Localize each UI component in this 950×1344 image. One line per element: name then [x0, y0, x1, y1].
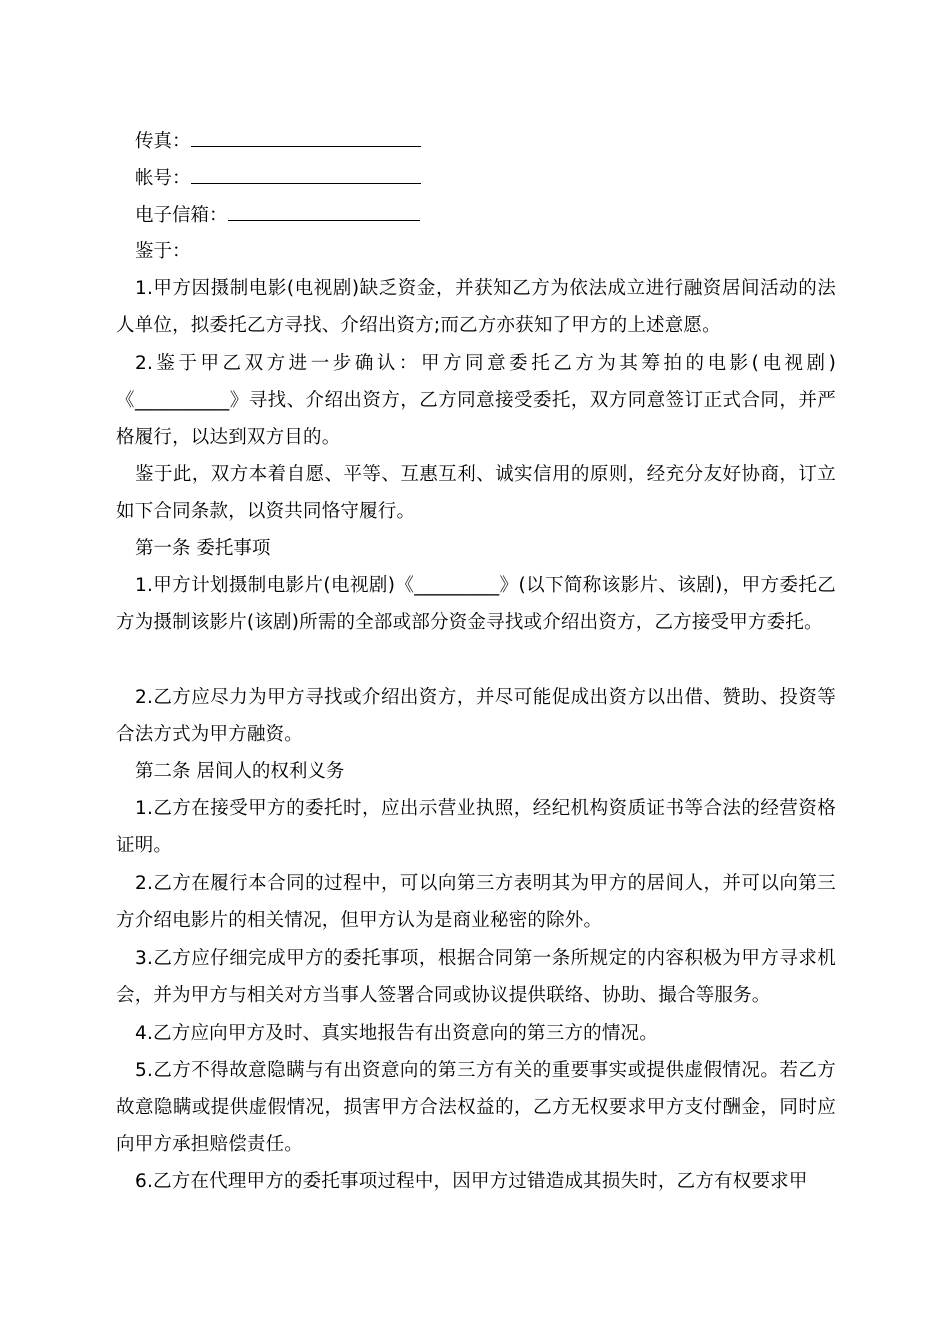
- whereas-heading: 鉴于：: [135, 241, 191, 262]
- clause: 6.乙方在代理甲方的委托事项过程中，因甲方过错造成其损失时，乙方有权要求甲: [135, 1171, 808, 1192]
- fax-field: [135, 128, 421, 155]
- account-blank-line: [191, 165, 421, 184]
- clause: 1.乙方在接受甲方的委托时，应出示营业执照，经纪机构资质证书等合法的经营资格证明。: [116, 798, 836, 856]
- article-2-title: 第二条 居间人的权利义务: [135, 761, 345, 782]
- email-blank-line: [228, 202, 420, 221]
- paragraph: 1.甲方因摄制电影(电视剧)缺乏资金，并获知乙方为依法成立进行融资居间活动的法人单位，拟委托乙方寻找、介绍出资方;而乙方亦获知了甲方的上述意愿。: [116, 278, 836, 336]
- account-label: 帐号：: [135, 168, 191, 189]
- fax-label: 传真：: [135, 131, 191, 152]
- clause: 5.乙方不得故意隐瞒与有出资意向的第三方有关的重要事实或提供虚假情况。若乙方故意隐瞒或提供虚假情况，损害甲方合法权益的，乙方无权要求甲方支付酬金，同时应向甲方承担赔偿责任。: [116, 1060, 836, 1155]
- account-field: [135, 165, 421, 192]
- paragraph: 2.鉴于甲乙双方进一步确认：甲方同意委托乙方为其筹拍的电影(电视剧)《__________》寻找、介绍出资方，乙方同意接受委托，双方同意签订正式合同，并严格履行，以达到双方目的。: [116, 353, 836, 448]
- clause: 1.甲方计划摄制电影片(电视剧)《_________》(以下简称该影片、该剧)，甲方委托乙方为摄制该影片(该剧)所需的全部或部分资金寻找或介绍出资方，乙方接受甲方委托。: [116, 575, 836, 633]
- clause: 3.乙方应仔细完成甲方的委托事项，根据合同第一条所规定的内容积极为甲方寻求机会，并为甲方与相关对方当事人签署合同或协议提供联络、协助、撮合等服务。: [116, 948, 836, 1006]
- article-1-title: 第一条 委托事项: [135, 538, 271, 559]
- email-field: [135, 202, 420, 229]
- clause: 4.乙方应向甲方及时、真实地报告有出资意向的第三方的情况。: [135, 1023, 658, 1044]
- clause: 2.乙方应尽力为甲方寻找或介绍出资方，并尽可能促成出资方以出借、赞助、投资等合法方式为甲方融资。: [116, 687, 836, 745]
- email-label: 电子信箱：: [135, 205, 228, 226]
- fax-blank-line: [191, 128, 421, 147]
- clause: 2.乙方在履行本合同的过程中，可以向第三方表明其为甲方的居间人，并可以向第三方介绍电影片的相关情况，但甲方认为是商业秘密的除外。: [116, 873, 836, 931]
- paragraph: 鉴于此，双方本着自愿、平等、互惠互利、诚实信用的原则，经充分友好协商，订立如下合同条款，以资共同恪守履行。: [116, 464, 836, 522]
